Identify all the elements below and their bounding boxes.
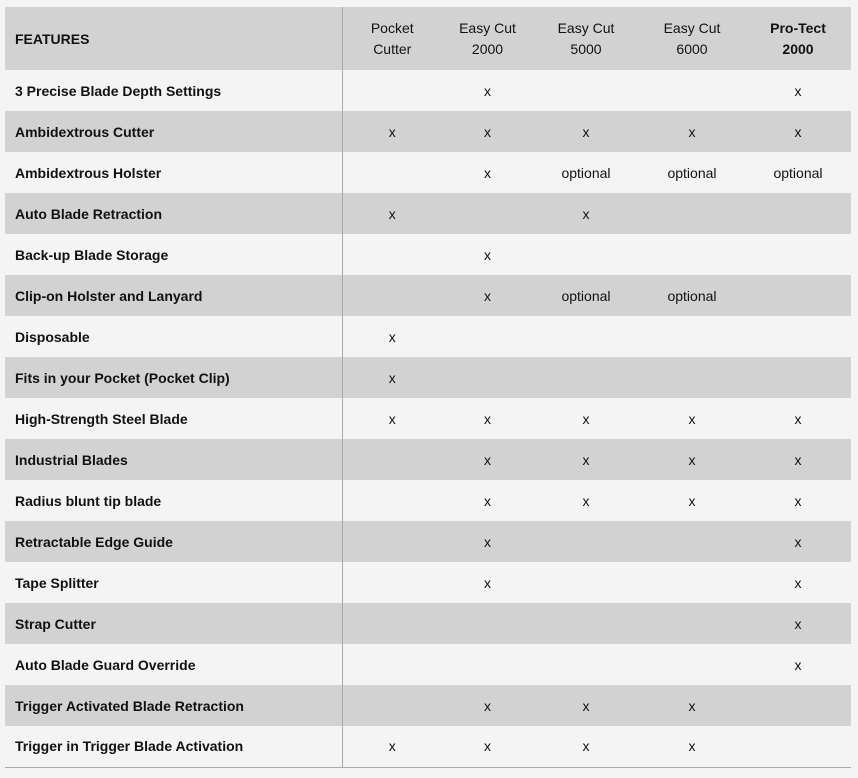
availability-cell: x	[582, 123, 590, 140]
feature-name-cell: Disposable	[5, 316, 342, 357]
product-header-line2: 5000	[570, 41, 602, 57]
availability-cell: x	[484, 164, 491, 181]
availability-cell: x	[484, 492, 491, 509]
product-header-easy-cut-6000	[639, 7, 745, 70]
availability-cell: x	[484, 410, 491, 427]
table-row	[5, 685, 851, 726]
availability-cell	[533, 644, 639, 685]
table-row	[5, 644, 851, 685]
availability-cell	[442, 193, 533, 234]
availability-cell: x	[484, 246, 491, 263]
availability-cell: optional	[667, 164, 717, 181]
availability-cell	[639, 562, 745, 603]
feature-comparison-table	[5, 7, 851, 768]
availability-cell: x	[484, 451, 491, 468]
availability-cell: x	[388, 123, 396, 140]
feature-name-cell: Strap Cutter	[5, 603, 342, 644]
availability-cell	[442, 357, 533, 398]
availability-cell: x	[794, 451, 802, 468]
availability-cell	[342, 70, 442, 111]
feature-name-cell: 3 Precise Blade Depth Settings	[5, 70, 342, 111]
availability-cell: x	[582, 492, 590, 509]
availability-cell: x	[794, 656, 802, 673]
availability-cell: x	[794, 533, 802, 550]
availability-cell: optional	[561, 287, 611, 304]
availability-cell	[342, 562, 442, 603]
availability-cell	[745, 685, 851, 726]
availability-cell	[442, 644, 533, 685]
availability-cell	[639, 193, 745, 234]
availability-cell: x	[388, 205, 396, 222]
availability-cell: x	[388, 410, 396, 427]
availability-cell	[639, 644, 745, 685]
table-row	[5, 152, 851, 193]
availability-cell: x	[484, 123, 491, 140]
availability-cell: x	[582, 410, 590, 427]
availability-cell: x	[688, 451, 696, 468]
availability-cell	[342, 439, 442, 480]
features-column-header: FEATURES	[5, 7, 342, 70]
table-row	[5, 111, 851, 152]
availability-cell	[342, 603, 442, 644]
feature-name-cell: Trigger in Trigger Blade Activation	[5, 726, 342, 767]
availability-cell: x	[794, 410, 802, 427]
feature-name-cell: Trigger Activated Blade Retraction	[5, 685, 342, 726]
availability-cell: x	[533, 726, 639, 767]
availability-cell	[342, 644, 442, 685]
availability-cell	[745, 234, 851, 275]
availability-cell	[342, 521, 442, 562]
availability-cell	[639, 603, 745, 644]
availability-cell	[745, 193, 851, 234]
table-row	[5, 398, 851, 439]
availability-cell: optional	[773, 164, 823, 181]
product-header-easy-cut-2000	[442, 7, 533, 70]
availability-cell: x	[484, 533, 491, 550]
availability-cell	[533, 234, 639, 275]
header-row	[5, 7, 851, 70]
product-header-line2: Cutter	[373, 41, 412, 57]
availability-cell: x	[582, 205, 590, 222]
availability-cell	[745, 316, 851, 357]
availability-cell: x	[442, 726, 533, 767]
availability-cell	[342, 275, 442, 316]
product-header-line1: Easy Cut	[459, 20, 516, 36]
availability-cell: x	[388, 369, 396, 386]
availability-cell: x	[794, 492, 802, 509]
feature-name-cell: Fits in your Pocket (Pocket Clip)	[5, 357, 342, 398]
availability-cell: x	[582, 697, 590, 714]
feature-name-cell: Auto Blade Retraction	[5, 193, 342, 234]
availability-cell	[533, 603, 639, 644]
availability-cell	[639, 70, 745, 111]
table-row	[5, 562, 851, 603]
availability-cell: x	[794, 82, 802, 99]
feature-name-cell: Ambidextrous Cutter	[5, 111, 342, 152]
table-row	[5, 726, 851, 767]
product-header-line2: 6000	[676, 41, 708, 57]
availability-cell: x	[342, 726, 442, 767]
availability-cell: x	[484, 697, 491, 714]
feature-name-cell: Retractable Edge Guide	[5, 521, 342, 562]
availability-cell	[342, 152, 442, 193]
availability-cell: x	[794, 123, 802, 140]
availability-cell	[442, 603, 533, 644]
availability-cell	[342, 480, 442, 521]
feature-name-cell: Auto Blade Guard Override	[5, 644, 342, 685]
table-row	[5, 439, 851, 480]
availability-cell	[533, 70, 639, 111]
availability-cell: optional	[561, 164, 611, 181]
product-header-line1: Easy Cut	[557, 20, 615, 36]
availability-cell	[639, 357, 745, 398]
availability-cell	[533, 357, 639, 398]
availability-cell: x	[484, 82, 491, 99]
availability-cell	[342, 685, 442, 726]
product-header-easy-cut-5000	[533, 7, 639, 70]
feature-name-cell: Industrial Blades	[5, 439, 342, 480]
availability-cell: x	[582, 451, 590, 468]
table-body	[5, 70, 851, 767]
availability-cell	[533, 562, 639, 603]
table-row	[5, 480, 851, 521]
availability-cell: x	[794, 615, 802, 632]
availability-cell: x	[639, 726, 745, 767]
availability-cell	[533, 521, 639, 562]
product-header-line2: 2000	[471, 41, 504, 57]
product-header-line1: Easy Cut	[663, 20, 721, 36]
table-row	[5, 234, 851, 275]
feature-name-cell: Back-up Blade Storage	[5, 234, 342, 275]
table-row	[5, 70, 851, 111]
product-header-pocket-cutter	[342, 7, 442, 70]
availability-cell	[745, 275, 851, 316]
table-row	[5, 521, 851, 562]
availability-cell	[639, 521, 745, 562]
availability-cell: x	[688, 697, 696, 714]
availability-cell	[342, 234, 442, 275]
availability-cell	[639, 316, 745, 357]
feature-name-cell: High-Strength Steel Blade	[5, 398, 342, 439]
product-header-pro-tect-2000	[745, 7, 851, 70]
availability-cell	[533, 316, 639, 357]
feature-name-cell: Clip-on Holster and Lanyard	[5, 275, 342, 316]
feature-name-cell: Tape Splitter	[5, 562, 342, 603]
availability-cell	[639, 234, 745, 275]
availability-cell: optional	[667, 287, 717, 304]
table-row	[5, 603, 851, 644]
availability-cell: x	[388, 328, 396, 345]
product-header-line1: Pro-Tect	[770, 20, 826, 36]
table-row	[5, 357, 851, 398]
table-row	[5, 275, 851, 316]
feature-name-cell: Ambidextrous Holster	[5, 152, 342, 193]
table-header	[5, 7, 851, 70]
feature-name-cell: Radius blunt tip blade	[5, 480, 342, 521]
availability-cell	[745, 357, 851, 398]
comparison-table-container	[5, 7, 851, 768]
availability-cell: x	[688, 123, 696, 140]
availability-cell	[442, 316, 533, 357]
availability-cell: x	[688, 410, 696, 427]
availability-cell: x	[484, 574, 491, 591]
availability-cell: x	[688, 492, 696, 509]
table-row	[5, 193, 851, 234]
availability-cell: x	[484, 287, 491, 304]
availability-cell: x	[794, 574, 802, 591]
availability-cell	[745, 726, 851, 767]
product-header-line2: 2000	[782, 41, 814, 57]
product-header-line1: Pocket	[370, 20, 414, 36]
table-row	[5, 316, 851, 357]
